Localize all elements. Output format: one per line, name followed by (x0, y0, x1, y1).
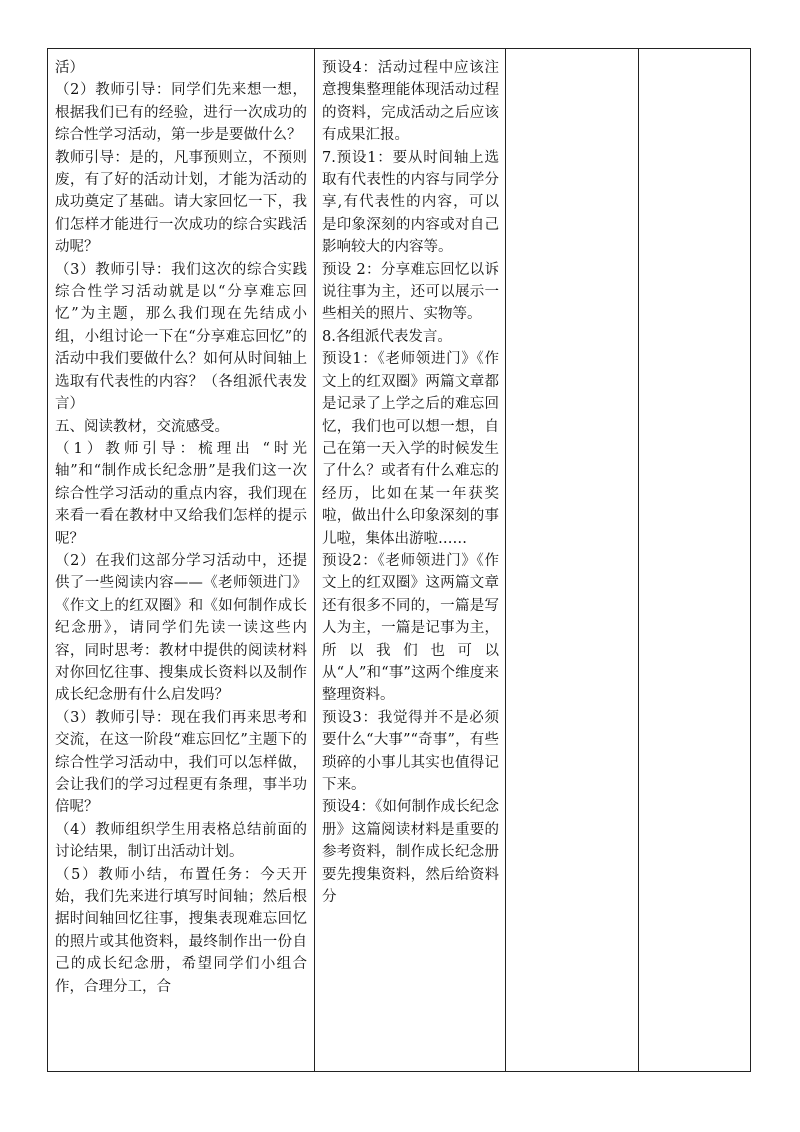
student-activity-text (315, 49, 505, 908)
table-row (48, 49, 751, 1072)
paragraph: 8.各组派代表发言。 (322, 328, 452, 345)
teacher-activity-cell (48, 49, 315, 1072)
section-heading: 五、阅读教材，交流感受。 (55, 418, 229, 435)
empty-cell (639, 49, 751, 1072)
paragraph: 预设1：《老师领进门》《作文上的红双圈》两篇文章都是记录了上学之后的难忘回忆，我们也可以想一想，自己在第一天入学的时候发生了什么？或者有什么难忘的经历，比如在某一年获奖啦，做出什么印象深刻的事儿啦，集体出游啦…… (322, 351, 499, 547)
paragraph: （3）教师引导：现在我们再来思考和交流，在这一阶段“难忘回忆”主题下的综合性学习活动中，我们可以怎样做，会让我们的学习过程更有条理，事半功倍呢？ (55, 709, 307, 816)
paragraph: （2）教师引导：同学们先来想一想，根据我们已有的经验，进行一次成功的综合性学习活动，第一步是要做什么？ (55, 82, 307, 144)
teacher-activity-text (48, 49, 314, 998)
paragraph: 预设4：《如何制作成长纪念册》这篇阅读材料是重要的参考资料，制作成长纪念册要先搜集资料，然后给资料分 (322, 799, 499, 906)
empty-cell (506, 49, 639, 1072)
paragraph: （4）教师组织学生用表格总结前面的讨论结果，制订出活动计划。 (55, 821, 307, 861)
paragraph: （1）教师引导：梳理出 “时光轴”和“制作成长纪念册”是我们这一次综合性学习活动的重点内容，我们现在来看一看在教材中又给我们怎样的提示呢？ (55, 440, 307, 547)
paragraph: 教师引导：是的，凡事预则立，不预则废，有了好的活动计划，才能为活动的成功奠定了基础。请大家回忆一下，我们怎样才能进行一次成功的综合实践活动呢？ (55, 149, 307, 256)
paragraph: 7.预设1：要从时间轴上选取有代表性的内容与同学分享,有代表性的内容，可以是印象深刻的内容或对自己影响较大的内容等。 (322, 149, 499, 256)
paragraph: 预设4：活动过程中应该注意搜集整理能体现活动过程的资料，完成活动之后应该有成果汇报。 (322, 60, 499, 144)
paragraph: 预设 2：分享难忘回忆以诉说往事为主，还可以展示一些相关的照片、实物等。 (322, 261, 499, 323)
paragraph: 活） (55, 60, 84, 76)
paragraph: （2）在我们这部分学习活动中，还提供了一些阅读内容——《老师领进门》《作文上的红双圈》和《如何制作成长纪念册》，请同学们先读一读这些内容，同时思考：教材中提供的阅读材料对你回忆往事、搜集成长资料以及制作成长纪念册有什么启发吗？ (55, 552, 307, 704)
paragraph: 预设2：《老师领进门》《作文上的红双圈》这两篇文章还有很多不同的，一篇是写人为主，一篇是记事为主，所以我们也可以从“人”和“事”这两个维度来整理资料。 (322, 552, 499, 704)
paragraph: （5）教师小结，布置任务：今天开始，我们先来进行填写时间轴；然后根据时间轴回忆往事，搜集表现难忘回忆的照片或其他资料，最终制作出一份自己的成长纪念册，希望同学们小组合作，合理分工，合 (55, 866, 307, 995)
student-activity-cell (315, 49, 506, 1072)
paragraph: （3）教师引导：我们这次的综合实践综合性学习活动就是以“分享难忘回忆”为主题，那么我们现在先结成小组，小组讨论一下在“分享难忘回忆”的活动中我们要做什么？如何从时间轴上选取有代表性的内容？（各组派代表发言） (55, 261, 307, 413)
lesson-plan-table (47, 48, 751, 1072)
paragraph: 预设3：我觉得并不是必须要什么“大事”“奇事”，有些琐碎的小事儿其实也值得记下来。 (322, 709, 499, 793)
